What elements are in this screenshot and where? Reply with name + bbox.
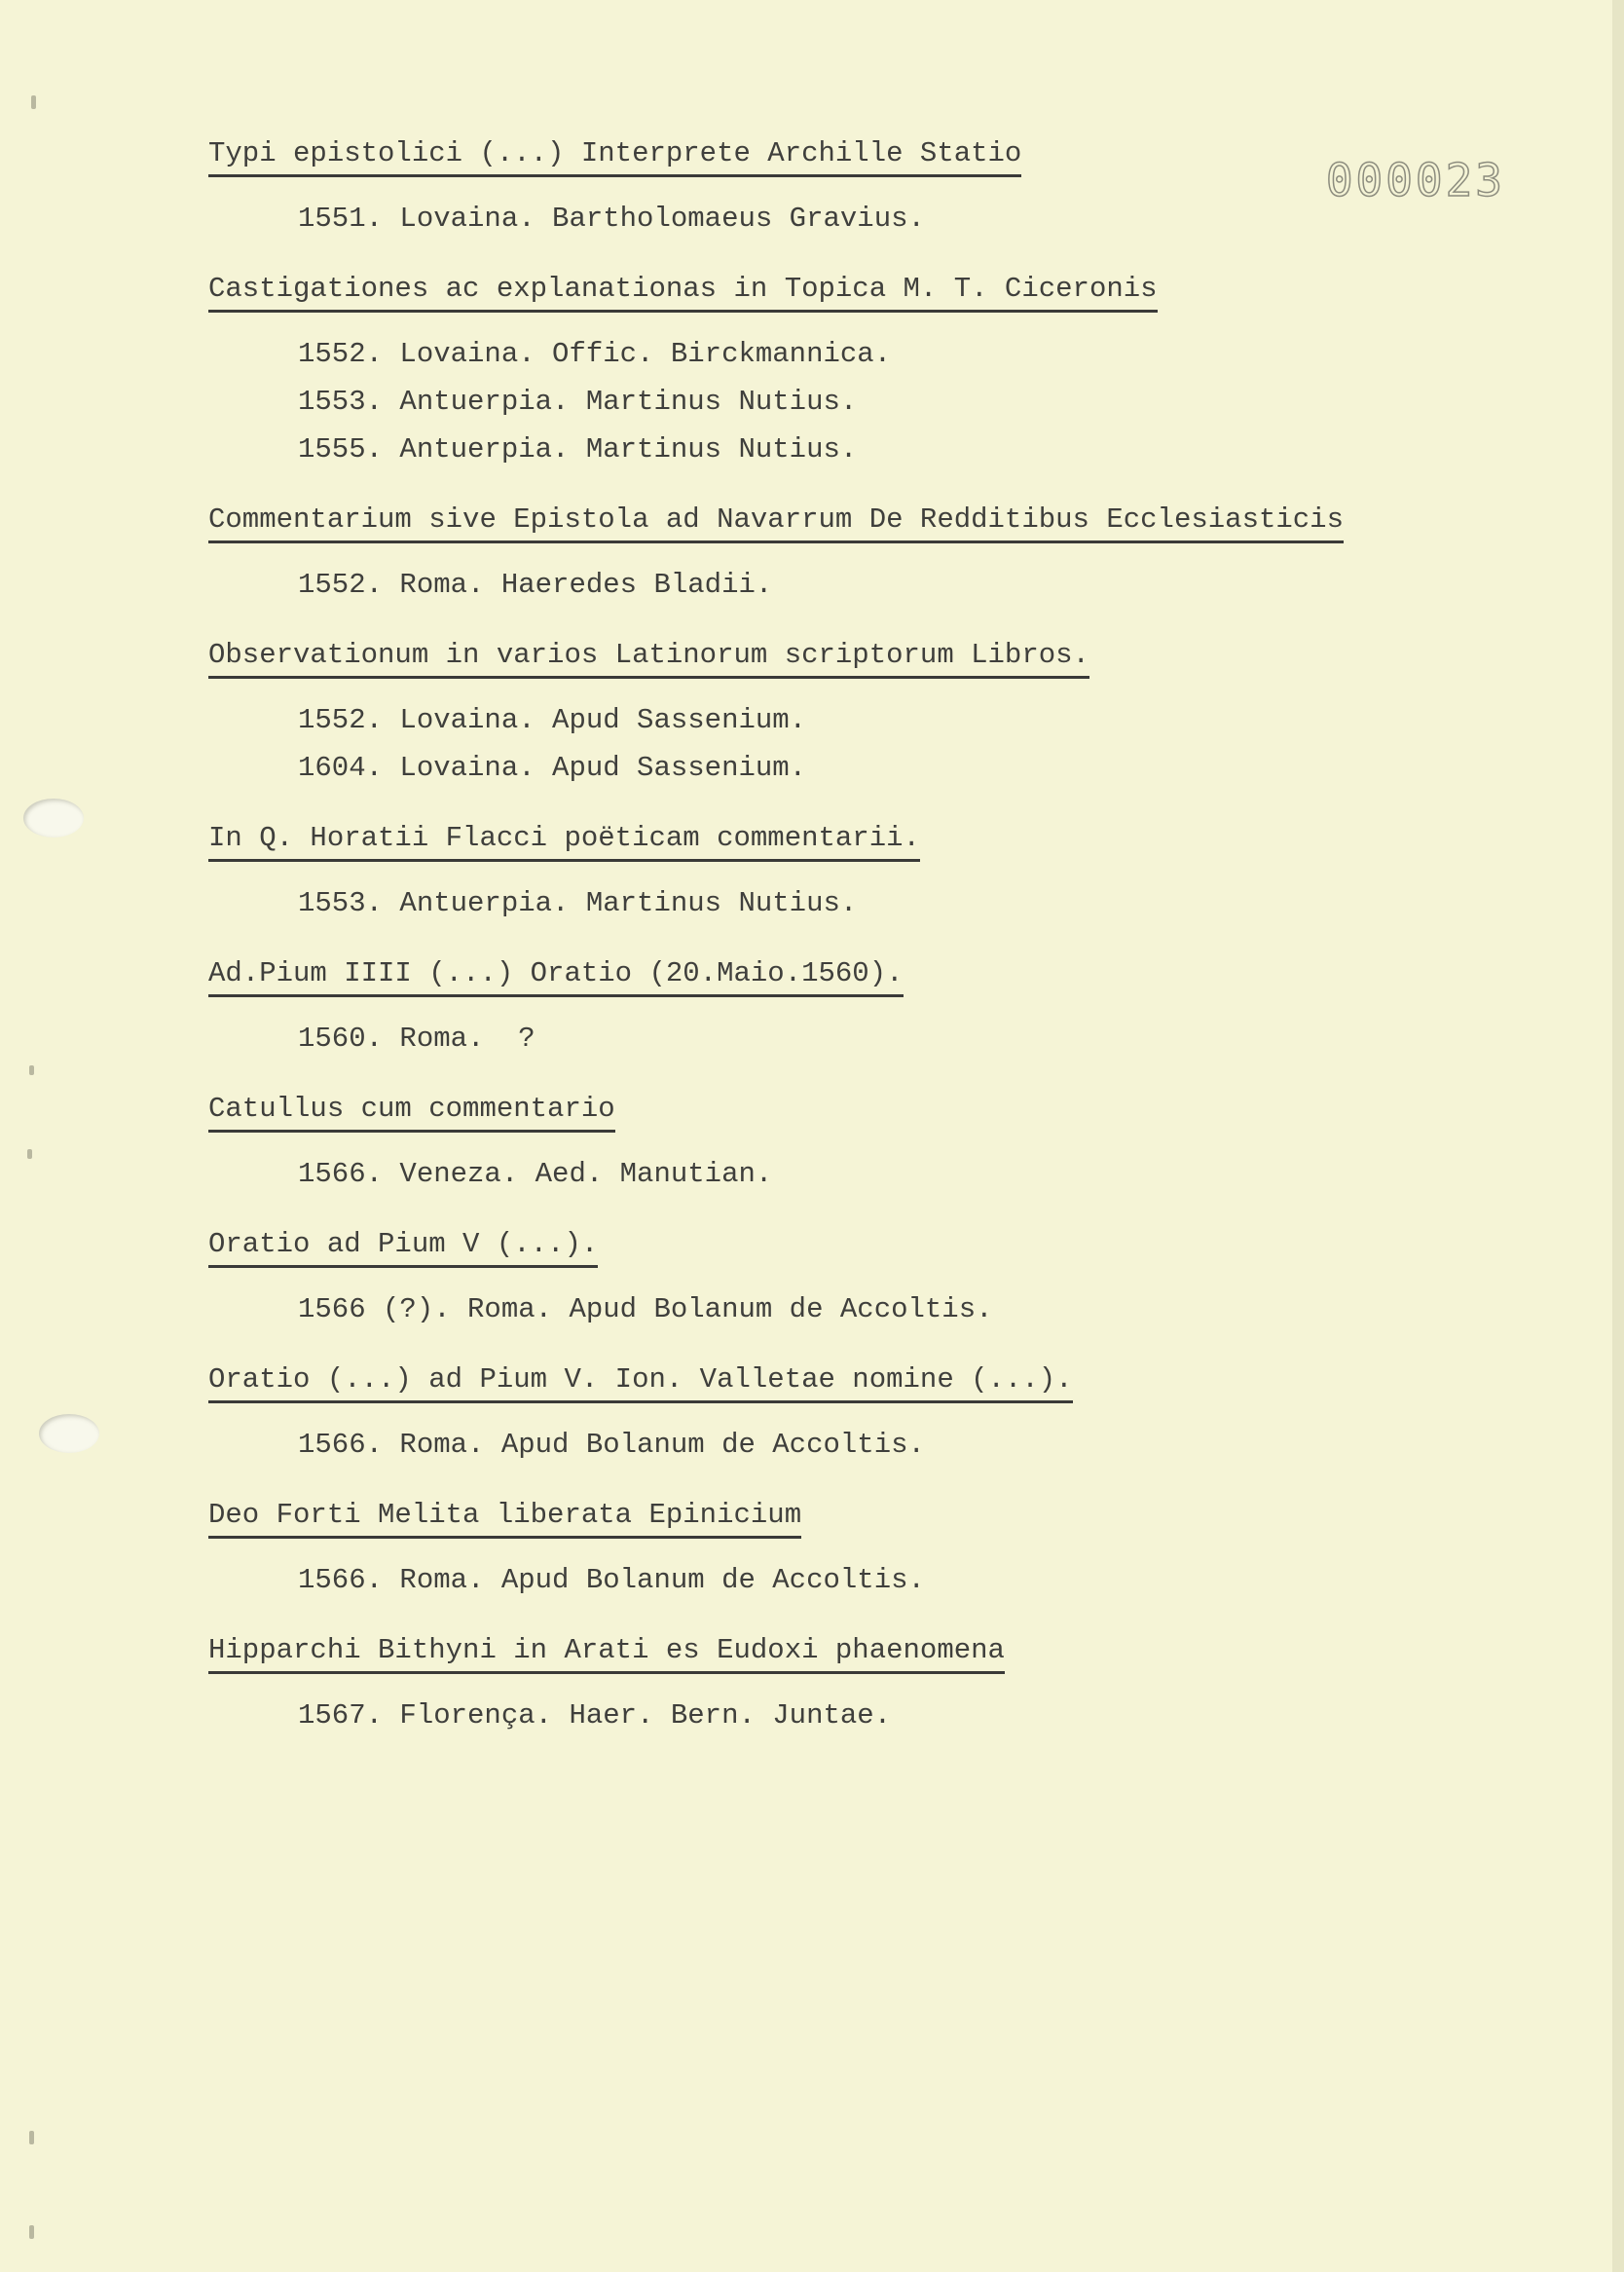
work-title: Ad.Pium IIII (...) Oratio (20.Maio.1560). (208, 954, 904, 997)
bibliography-entry (208, 1631, 1474, 1739)
edition-line: 1553. Antuerpia. Martinus Nutius. (298, 887, 858, 919)
bibliography-entry (208, 819, 1474, 927)
edition-line: 1566. Roma. Apud Bolanum de Accoltis. (298, 1429, 925, 1461)
bibliography-entry (208, 1090, 1474, 1198)
paper-speck (31, 95, 36, 109)
punch-hole (23, 799, 84, 838)
paper-speck (29, 1065, 34, 1075)
work-title: Typi epistolici (...) Interprete Archille Statio (208, 134, 1021, 177)
paper-speck (29, 2225, 34, 2239)
bibliography-entry (208, 1225, 1474, 1333)
edition-line: 1566 (?). Roma. Apud Bolanum de Accoltis. (298, 1293, 993, 1325)
bibliography-entry (208, 954, 1474, 1062)
edition-line: 1566. Roma. Apud Bolanum de Accoltis. (298, 1564, 925, 1596)
work-title: In Q. Horatii Flacci poëticam commentarii. (208, 819, 920, 862)
work-title: Oratio (...) ad Pium V. Ion. Valletae nomine (...). (208, 1360, 1073, 1403)
work-title: Observationum in varios Latinorum scriptorum Libros. (208, 636, 1089, 679)
edition-line: 1552. Lovaina. Offic. Birckmannica. (298, 338, 892, 370)
edition-line: 1551. Lovaina. Bartholomaeus Gravius. (298, 203, 925, 235)
bibliography-entry (208, 134, 1474, 242)
edition-line: 1552. Roma. Haeredes Bladii. (298, 569, 773, 601)
edition-line: 1604. Lovaina. Apud Sassenium. (298, 752, 807, 784)
edition-line: 1555. Antuerpia. Martinus Nutius. (298, 433, 858, 466)
paper-speck (29, 2131, 34, 2144)
bibliography-entry (208, 501, 1474, 609)
edition-line: 1553. Antuerpia. Martinus Nutius. (298, 386, 858, 418)
bibliography-entry (208, 270, 1474, 473)
work-title: Hipparchi Bithyni in Arati es Eudoxi phaenomena (208, 1631, 1005, 1674)
bibliography-list (208, 134, 1474, 1767)
edition-line: 1560. Roma. ? (298, 1023, 535, 1055)
work-title: Commentarium sive Epistola ad Navarrum De Redditibus Ecclesiasticis (208, 501, 1344, 543)
bibliography-entry (208, 1360, 1474, 1469)
page-stamp-number: 000023 (1325, 154, 1505, 206)
bibliography-entry (208, 1496, 1474, 1604)
paper-speck (27, 1149, 32, 1159)
edition-line: 1566. Veneza. Aed. Manutian. (298, 1158, 773, 1190)
work-title: Oratio ad Pium V (...). (208, 1225, 598, 1268)
edition-line: 1552. Lovaina. Apud Sassenium. (298, 704, 807, 736)
work-title: Catullus cum commentario (208, 1090, 615, 1133)
punch-hole (39, 1414, 99, 1453)
edition-line: 1567. Florença. Haer. Bern. Juntae. (298, 1699, 892, 1732)
bibliography-entry (208, 636, 1474, 792)
work-title: Deo Forti Melita liberata Epinicium (208, 1496, 801, 1539)
work-title: Castigationes ac explanationas in Topica M. T. Ciceronis (208, 270, 1158, 313)
